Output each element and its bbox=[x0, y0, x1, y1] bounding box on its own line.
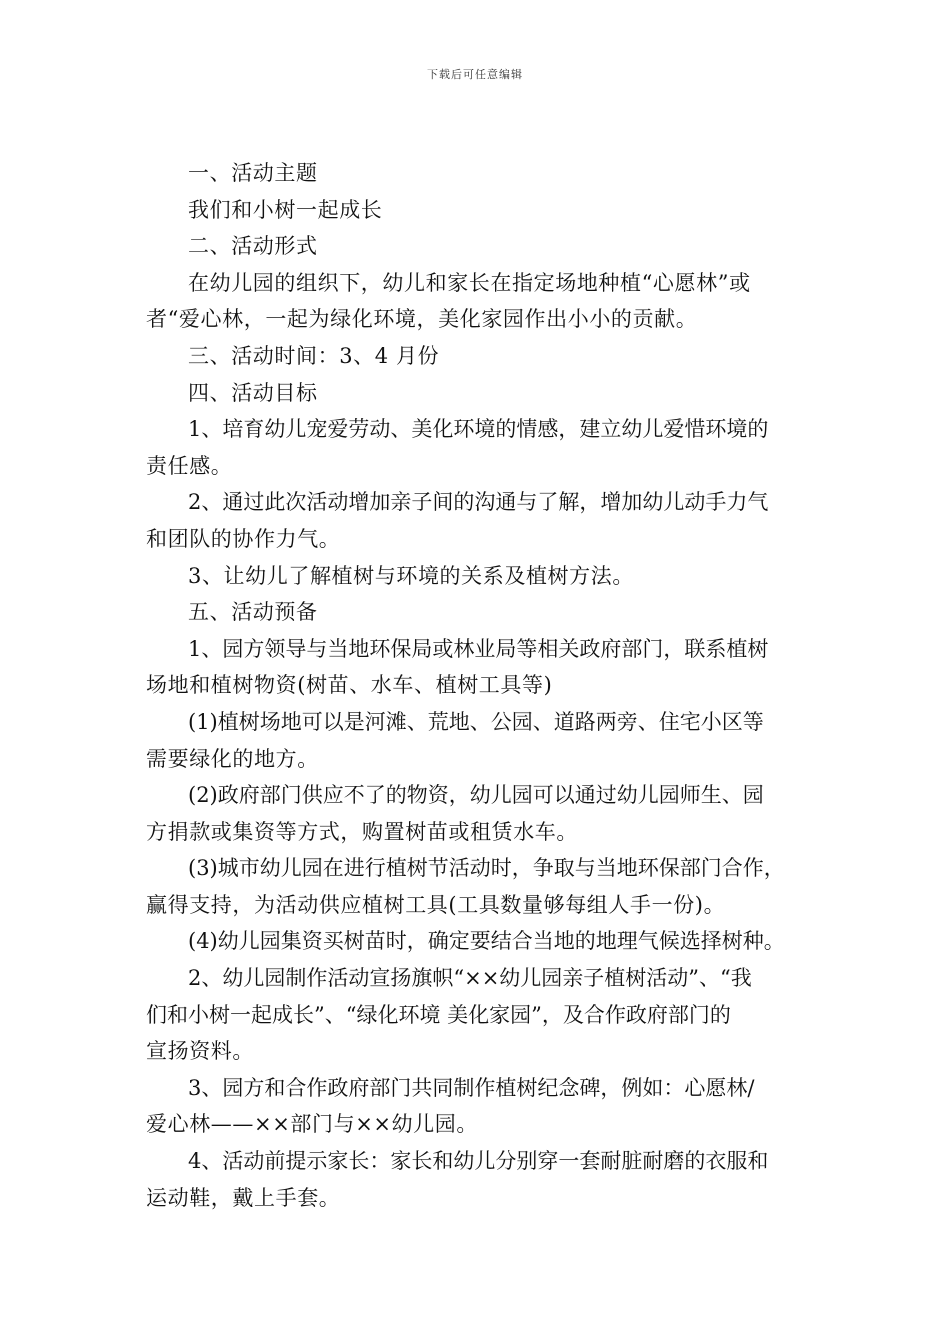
paragraph-line: 4、活动前提示家长：家长和幼儿分别穿一套耐脏耐磨的衣服和 bbox=[188, 1149, 769, 1174]
paragraph-line: 运动鞋，戴上手套。 bbox=[146, 1185, 341, 1210]
paragraph-line: 2、通过此次活动增加亲子间的沟通与了解，增加幼儿动手力气 bbox=[188, 490, 769, 515]
paragraph-line: 在幼儿园的组织下，幼儿和家长在指定场地种植“心愿林”或 bbox=[188, 270, 751, 295]
paragraph-line: 场地和植树物资(树苗、水车、植树工具等) bbox=[146, 673, 553, 698]
paragraph-line: 需要绿化的地方。 bbox=[146, 746, 319, 771]
paragraph-line: (4)幼儿园集资买树苗时，确定要结合当地的地理气候选择树种。 bbox=[188, 929, 785, 954]
paragraph-line: 者“爱心林，一起为绿化环境，美化家园作出小小的贡献。 bbox=[146, 307, 698, 332]
paragraph-line: 赢得支持，为活动供应植树工具(工具数量够每组人手一份)。 bbox=[146, 892, 726, 917]
section-heading-preparation: 五、活动预备 bbox=[188, 600, 318, 625]
paragraph-line: 宣扬资料。 bbox=[146, 1039, 254, 1064]
paragraph-line: (1)植树场地可以是河滩、荒地、公园、道路两旁、住宅小区等 bbox=[188, 709, 764, 734]
paragraph-line: 2、幼儿园制作活动宣扬旗帜“××幼儿园亲子植树活动”、“我 bbox=[188, 966, 752, 991]
section-heading-time: 三、活动时间：3、4 月份 bbox=[188, 343, 440, 368]
paragraph-line: 责任感。 bbox=[146, 453, 233, 478]
paragraph-line: (2)政府部门供应不了的物资，幼儿园可以通过幼儿园师生、园 bbox=[188, 783, 764, 808]
paragraph-line: 3、让幼儿了解植树与环境的关系及植树方法。 bbox=[188, 563, 634, 588]
section-heading-goals: 四、活动目标 bbox=[188, 380, 318, 405]
paragraph-line: 们和小树一起成长”、“绿化环境 美化家园”，及合作政府部门的 bbox=[146, 1002, 731, 1027]
section-heading-format: 二、活动形式 bbox=[188, 234, 318, 259]
paragraph-line: 方捐款或集资等方式，购置树苗或租赁水车。 bbox=[146, 819, 578, 844]
page-header: 下载后可任意编辑 bbox=[427, 68, 523, 81]
section-heading-theme: 一、活动主题 bbox=[188, 161, 318, 185]
paragraph-line: 和团队的协作力气。 bbox=[146, 526, 341, 551]
paragraph-line: (3)城市幼儿园在进行植树节活动时，争取与当地环保部门合作， bbox=[188, 856, 785, 881]
document-body bbox=[146, 155, 810, 1216]
paragraph-line: 1、培育幼儿宠爱劳动、美化环境的情感，建立幼儿爱惜环境的 bbox=[188, 417, 769, 442]
paragraph-line: 3、园方和合作政府部门共同制作植树纪念碑，例如：心愿林/ bbox=[188, 1075, 755, 1100]
paragraph-line: 我们和小树一起成长 bbox=[188, 197, 383, 222]
paragraph-line: 爱心林——××部门与××幼儿园。 bbox=[146, 1112, 478, 1137]
paragraph-line: 1、园方领导与当地环保局或林业局等相关政府部门，联系植树 bbox=[188, 636, 769, 661]
